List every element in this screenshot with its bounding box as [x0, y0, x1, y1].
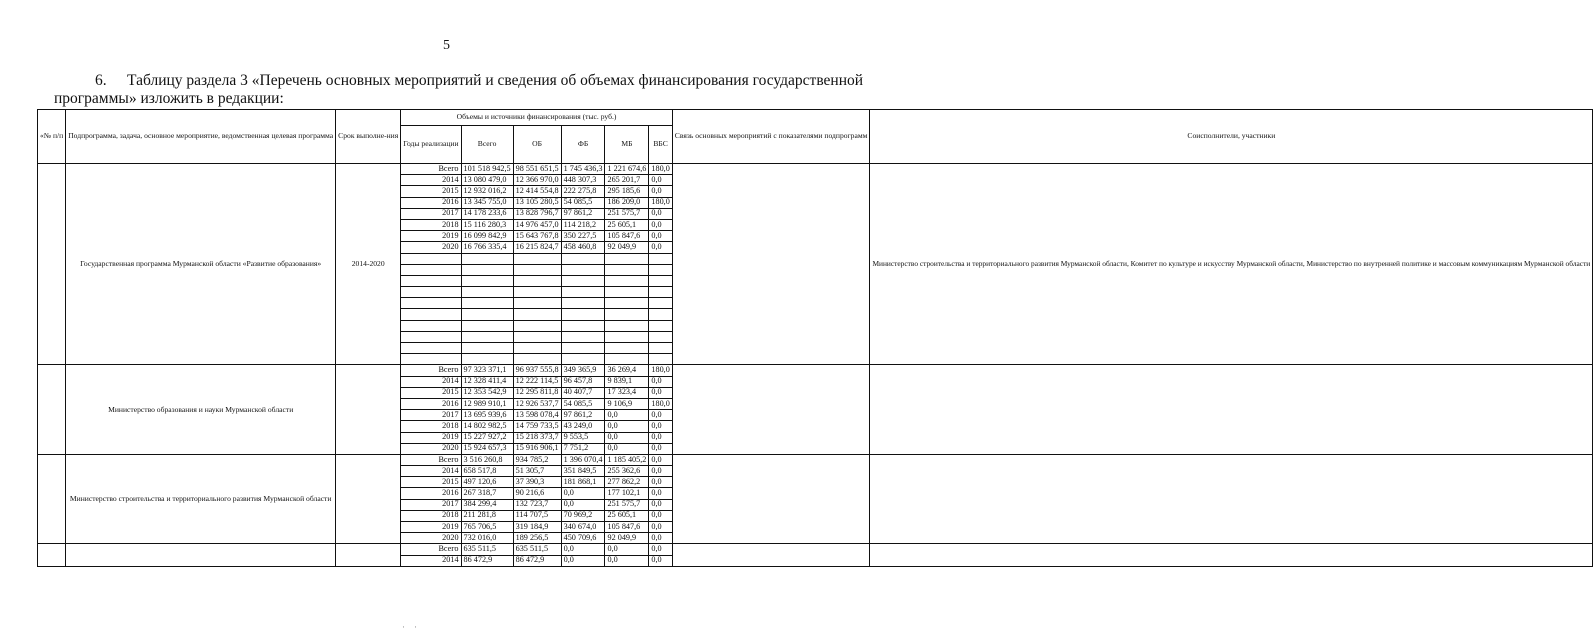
cell-year: 2019 [401, 432, 461, 443]
cell-ob: 14 759 733,5 [513, 421, 561, 432]
table-body [38, 164, 1593, 567]
cell-fb: 1 745 436,3 [561, 164, 605, 175]
cell-total: 267 318,7 [461, 488, 513, 499]
program-cell: Министерство строительства и территориального развития Мурманской области [66, 454, 336, 544]
cell-vbs: 0,0 [649, 376, 672, 387]
cell-mb: 265 201,7 [605, 175, 649, 186]
cell-fb: 0,0 [561, 544, 605, 555]
cell-year [401, 309, 461, 320]
cell-total: 97 323 371,1 [461, 365, 513, 376]
cell-total: 12 353 542,9 [461, 387, 513, 398]
cell-total: 14 802 982,5 [461, 421, 513, 432]
cell-mb: 9 839,1 [605, 376, 649, 387]
cell-vbs: 180,0 [649, 365, 672, 376]
cell-vbs: 0,0 [649, 432, 672, 443]
coexecutors-cell: Министерство строительства и территориального развития Мурманской области, Комитет по культуре и искусству Мурманской области, Министерство по внутренней политике и массовым коммуникациям Мурманской области [870, 164, 1593, 365]
cell-total [461, 264, 513, 275]
cell-vbs [649, 331, 672, 342]
cell-vbs: 0,0 [649, 533, 672, 544]
cell-mb: 1 185 405,2 [605, 454, 649, 465]
item-number: 6. [95, 72, 107, 89]
cell-year: 2016 [401, 488, 461, 499]
cell-total: 732 016,0 [461, 533, 513, 544]
cell-year: 2016 [401, 197, 461, 208]
header-num: «№ п/п [38, 110, 66, 164]
cell-vbs [649, 275, 672, 286]
cell-total: 635 511,5 [461, 544, 513, 555]
cell-total: 497 120,6 [461, 477, 513, 488]
cell-total: 16 766 335,4 [461, 242, 513, 253]
cell-year: 2015 [401, 477, 461, 488]
cell-fb [561, 298, 605, 309]
cell-mb [605, 253, 649, 264]
cell-fb: 54 085,5 [561, 398, 605, 409]
cell-ob: 90 216,6 [513, 488, 561, 499]
cell-vbs: 0,0 [649, 242, 672, 253]
cell-total [461, 275, 513, 286]
row-number-cell [38, 365, 66, 455]
cell-ob: 96 937 555,8 [513, 365, 561, 376]
cell-year: 2017 [401, 208, 461, 219]
header-program: Подпрограмма, задача, основное мероприятие, ведомственная целевая программа [66, 110, 336, 164]
cell-mb: 0,0 [605, 544, 649, 555]
cell-fb: 43 249,0 [561, 421, 605, 432]
link-cell [672, 454, 870, 544]
cell-mb [605, 320, 649, 331]
header-mb: МБ [605, 126, 649, 164]
cell-ob [513, 275, 561, 286]
cell-vbs: 0,0 [649, 410, 672, 421]
cell-year: 2016 [401, 398, 461, 409]
term-cell [336, 544, 401, 566]
cell-ob: 13 828 796,7 [513, 208, 561, 219]
cell-vbs: 0,0 [649, 186, 672, 197]
cell-year: 2017 [401, 410, 461, 421]
header-total: Всего [461, 126, 513, 164]
cell-mb: 255 362,6 [605, 466, 649, 477]
cell-fb: 97 861,2 [561, 208, 605, 219]
cell-ob: 635 511,5 [513, 544, 561, 555]
cell-mb [605, 275, 649, 286]
cell-mb: 92 049,9 [605, 242, 649, 253]
cell-fb: 7 751,2 [561, 443, 605, 454]
program-cell: Министерство образования и науки Мурманской области [66, 365, 336, 455]
header-funding: Объемы и источники финансирования (тыс. руб.) [401, 110, 673, 126]
cell-vbs [649, 253, 672, 264]
cell-ob: 319 184,9 [513, 522, 561, 533]
cell-mb: 25 605,1 [605, 219, 649, 230]
cell-vbs: 180,0 [649, 398, 672, 409]
cell-ob: 934 785,2 [513, 454, 561, 465]
cell-total: 765 706,5 [461, 522, 513, 533]
cell-year: 2014 [401, 376, 461, 387]
instruction-line-2: программы» изложить в редакции: [54, 90, 284, 107]
financing-table [37, 109, 1593, 567]
cell-mb: 1 221 674,6 [605, 164, 649, 175]
cell-total: 3 516 260,8 [461, 454, 513, 465]
cell-year: 2019 [401, 522, 461, 533]
cell-ob: 15 643 767,8 [513, 231, 561, 242]
cell-fb [561, 309, 605, 320]
cell-fb: 448 307,3 [561, 175, 605, 186]
cell-ob: 86 472,9 [513, 555, 561, 566]
cell-ob [513, 309, 561, 320]
cell-vbs: 0,0 [649, 555, 672, 566]
cell-fb [561, 320, 605, 331]
cell-mb [605, 331, 649, 342]
table-row [38, 544, 1593, 555]
term-cell [336, 365, 401, 455]
cell-total [461, 343, 513, 354]
cell-year: 2018 [401, 510, 461, 521]
cell-fb [561, 343, 605, 354]
cell-fb: 9 553,5 [561, 432, 605, 443]
coexecutors-cell [870, 544, 1593, 566]
cell-year [401, 275, 461, 286]
cell-mb: 177 102,1 [605, 488, 649, 499]
cell-year: 2015 [401, 387, 461, 398]
cell-mb [605, 287, 649, 298]
cell-total: 12 989 910,1 [461, 398, 513, 409]
cell-fb: 458 460,8 [561, 242, 605, 253]
cell-fb: 181 868,1 [561, 477, 605, 488]
cell-fb [561, 275, 605, 286]
cell-year [401, 331, 461, 342]
cell-year: 2015 [401, 186, 461, 197]
cell-ob: 12 222 114,5 [513, 376, 561, 387]
cell-vbs: 0,0 [649, 544, 672, 555]
table-row [38, 164, 1593, 175]
cell-mb: 251 575,7 [605, 499, 649, 510]
cell-ob: 37 390,3 [513, 477, 561, 488]
cell-mb: 105 847,6 [605, 522, 649, 533]
cell-mb: 36 269,4 [605, 365, 649, 376]
cell-total [461, 309, 513, 320]
cell-total: 15 116 280,3 [461, 219, 513, 230]
cell-mb: 92 049,9 [605, 533, 649, 544]
cell-year [401, 287, 461, 298]
cell-vbs: 0,0 [649, 387, 672, 398]
cell-fb: 0,0 [561, 499, 605, 510]
cell-fb: 70 969,2 [561, 510, 605, 521]
cell-ob [513, 331, 561, 342]
program-cell: Государственная программа Мурманской области «Развитие образования» [66, 164, 336, 365]
cell-vbs: 0,0 [649, 510, 672, 521]
cell-year: 2014 [401, 466, 461, 477]
cell-total [461, 331, 513, 342]
cell-ob: 13 598 078,4 [513, 410, 561, 421]
cell-ob: 15 218 373,7 [513, 432, 561, 443]
cell-fb [561, 253, 605, 264]
cell-year: Всего [401, 454, 461, 465]
cell-fb: 222 275,8 [561, 186, 605, 197]
cell-total: 14 178 233,6 [461, 208, 513, 219]
cell-fb: 40 407,7 [561, 387, 605, 398]
header-fb: ФБ [561, 126, 605, 164]
cell-ob: 12 414 554,8 [513, 186, 561, 197]
instruction-line-1 [95, 72, 863, 90]
cell-ob: 15 916 906,1 [513, 443, 561, 454]
cell-year: 2020 [401, 443, 461, 454]
cell-fb: 450 709,6 [561, 533, 605, 544]
cell-total [461, 253, 513, 264]
cell-vbs: 0,0 [649, 219, 672, 230]
cell-fb: 349 365,9 [561, 365, 605, 376]
cell-year: 2019 [401, 231, 461, 242]
cell-mb: 295 185,6 [605, 186, 649, 197]
cell-ob: 98 551 651,5 [513, 164, 561, 175]
cell-year: 2018 [401, 421, 461, 432]
cell-mb: 277 862,2 [605, 477, 649, 488]
header-link: Связь основных мероприятий с показателями подпрограмм [672, 110, 870, 164]
cell-ob: 12 926 537,7 [513, 398, 561, 409]
cell-total: 16 099 842,9 [461, 231, 513, 242]
cell-total: 86 472,9 [461, 555, 513, 566]
cell-vbs: 0,0 [649, 175, 672, 186]
cell-vbs [649, 343, 672, 354]
cell-ob [513, 298, 561, 309]
cell-fb: 96 457,8 [561, 376, 605, 387]
cell-total: 658 517,8 [461, 466, 513, 477]
cell-vbs: 0,0 [649, 477, 672, 488]
cell-ob: 12 366 970,0 [513, 175, 561, 186]
cell-ob [513, 287, 561, 298]
cell-year: 2020 [401, 242, 461, 253]
cell-ob: 13 105 280,5 [513, 197, 561, 208]
header-vbs: ВБС [649, 126, 672, 164]
cell-total: 101 518 942,5 [461, 164, 513, 175]
cell-year [401, 253, 461, 264]
cell-mb [605, 298, 649, 309]
cell-mb: 9 106,9 [605, 398, 649, 409]
cell-total: 12 932 016,2 [461, 186, 513, 197]
cell-mb: 105 847,6 [605, 231, 649, 242]
cell-total [461, 320, 513, 331]
cell-total: 15 924 657,3 [461, 443, 513, 454]
cell-total: 211 281,8 [461, 510, 513, 521]
cell-vbs: 0,0 [649, 421, 672, 432]
cell-ob [513, 320, 561, 331]
cell-ob: 132 723,7 [513, 499, 561, 510]
cell-year: 2020 [401, 533, 461, 544]
cell-fb: 351 849,5 [561, 466, 605, 477]
link-cell [672, 164, 870, 365]
coexecutors-cell [870, 365, 1593, 455]
cell-vbs: 0,0 [649, 488, 672, 499]
cell-year: Всего [401, 544, 461, 555]
cell-year [401, 343, 461, 354]
cell-vbs [649, 354, 672, 365]
cell-year: Всего [401, 365, 461, 376]
cell-vbs [649, 287, 672, 298]
cell-fb: 350 227,5 [561, 231, 605, 242]
cell-mb [605, 264, 649, 275]
cell-vbs: 0,0 [649, 522, 672, 533]
cell-year: 2018 [401, 219, 461, 230]
term-cell [336, 454, 401, 544]
table-row [38, 365, 1593, 376]
cell-total: 13 345 755,0 [461, 197, 513, 208]
cell-year: 2014 [401, 175, 461, 186]
cell-year [401, 320, 461, 331]
cell-total: 13 695 939,6 [461, 410, 513, 421]
cell-total [461, 298, 513, 309]
cell-fb [561, 264, 605, 275]
cell-fb: 340 674,0 [561, 522, 605, 533]
cell-mb: 0,0 [605, 555, 649, 566]
cell-ob [513, 354, 561, 365]
cell-fb: 97 861,2 [561, 410, 605, 421]
cell-vbs [649, 264, 672, 275]
cell-ob: 16 215 824,7 [513, 242, 561, 253]
cell-vbs: 0,0 [649, 454, 672, 465]
cell-ob: 114 707,5 [513, 510, 561, 521]
cell-mb: 0,0 [605, 443, 649, 454]
cell-year [401, 354, 461, 365]
cell-mb: 17 323,4 [605, 387, 649, 398]
cell-fb [561, 354, 605, 365]
cell-vbs: 180,0 [649, 197, 672, 208]
cell-fb [561, 287, 605, 298]
cell-vbs: 0,0 [649, 231, 672, 242]
table-row [38, 454, 1593, 465]
cell-fb: 0,0 [561, 488, 605, 499]
cell-total: 13 080 479,0 [461, 175, 513, 186]
cell-total: 15 227 927,2 [461, 432, 513, 443]
cell-total [461, 354, 513, 365]
page-number: 5 [443, 38, 450, 53]
cell-ob [513, 253, 561, 264]
cell-vbs: 180,0 [649, 164, 672, 175]
header-coexec: Соисполнители, участники [870, 110, 1593, 164]
scan-mark: · · [402, 622, 417, 632]
cell-year: 2014 [401, 555, 461, 566]
term-cell: 2014-2020 [336, 164, 401, 365]
cell-total [461, 287, 513, 298]
cell-vbs: 0,0 [649, 208, 672, 219]
cell-vbs: 0,0 [649, 443, 672, 454]
cell-fb: 0,0 [561, 555, 605, 566]
cell-fb: 54 085,5 [561, 197, 605, 208]
header-ob: ОБ [513, 126, 561, 164]
cell-mb [605, 354, 649, 365]
program-cell [66, 544, 336, 566]
cell-fb [561, 331, 605, 342]
coexecutors-cell [870, 454, 1593, 544]
cell-mb [605, 309, 649, 320]
cell-mb: 0,0 [605, 421, 649, 432]
cell-ob: 51 305,7 [513, 466, 561, 477]
cell-ob: 189 256,5 [513, 533, 561, 544]
cell-vbs [649, 298, 672, 309]
cell-year: Всего [401, 164, 461, 175]
cell-ob: 14 976 457,0 [513, 219, 561, 230]
link-cell [672, 365, 870, 455]
cell-mb: 186 209,0 [605, 197, 649, 208]
cell-mb: 25 605,1 [605, 510, 649, 521]
header-term: Срок выполне-ния [336, 110, 401, 164]
row-number-cell [38, 544, 66, 566]
link-cell [672, 544, 870, 566]
cell-fb: 1 396 070,4 [561, 454, 605, 465]
cell-year [401, 298, 461, 309]
row-number-cell [38, 164, 66, 365]
cell-mb: 251 575,7 [605, 208, 649, 219]
cell-vbs: 0,0 [649, 466, 672, 477]
cell-total: 12 328 411,4 [461, 376, 513, 387]
cell-vbs: 0,0 [649, 499, 672, 510]
cell-mb: 0,0 [605, 432, 649, 443]
cell-mb [605, 343, 649, 354]
cell-vbs [649, 320, 672, 331]
cell-vbs [649, 309, 672, 320]
row-number-cell [38, 454, 66, 544]
cell-ob [513, 264, 561, 275]
cell-year [401, 264, 461, 275]
cell-mb: 0,0 [605, 410, 649, 421]
header-years: Годы реализации [401, 126, 461, 164]
instruction-text: Таблицу раздела 3 «Перечень основных мероприятий и сведения об объемах финансирования государственной [127, 72, 864, 89]
cell-fb: 114 218,2 [561, 219, 605, 230]
cell-year: 2017 [401, 499, 461, 510]
cell-ob [513, 343, 561, 354]
cell-ob: 12 295 811,8 [513, 387, 561, 398]
cell-total: 384 299,4 [461, 499, 513, 510]
